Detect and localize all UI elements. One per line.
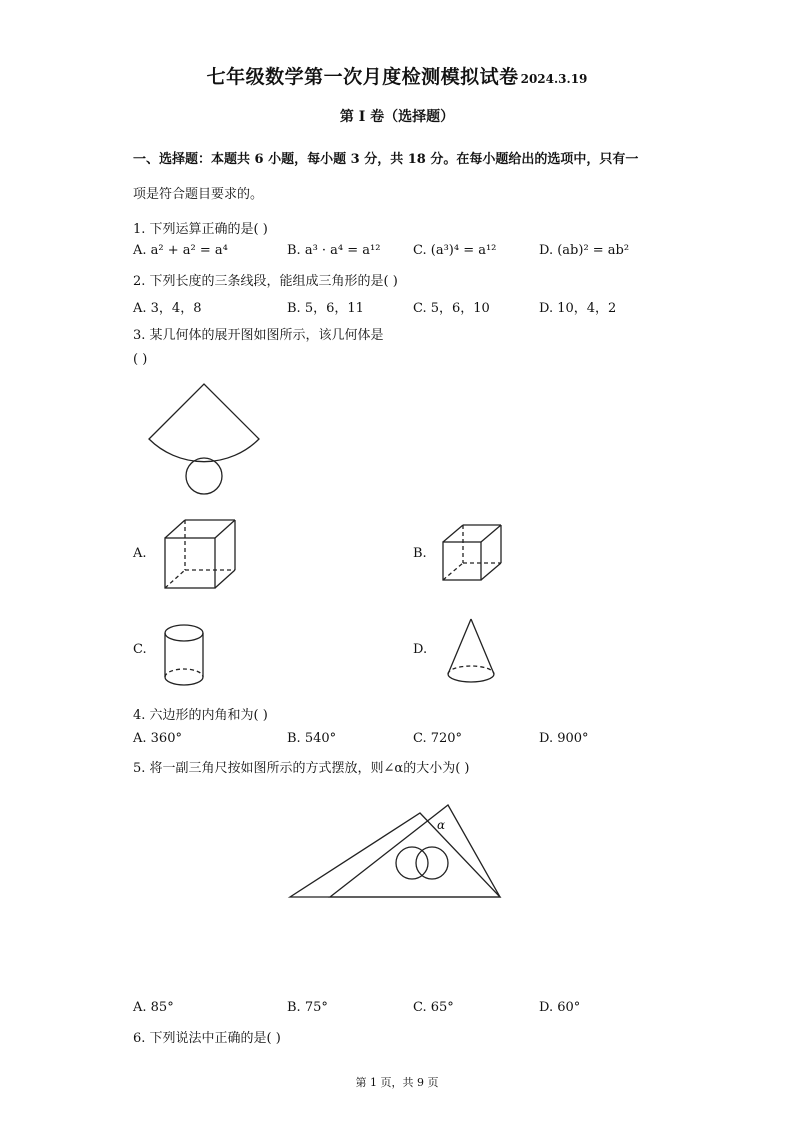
question-3-option-c: C.: [133, 642, 147, 657]
ruler-hole-right: [416, 847, 448, 879]
question-3-stem-bracket: ( ): [133, 352, 148, 367]
question-2-stem: 2. 下列长度的三条线段，能组成三角形的是( ): [133, 274, 398, 289]
question-2-option-b: B. 5，6，11: [287, 301, 364, 316]
question-3-option-d: D.: [413, 642, 428, 657]
question-2-option-a: A. 3，4，8: [133, 301, 202, 316]
cylinder-top: [165, 625, 203, 641]
question-5-option-d: D. 60°: [539, 1000, 581, 1015]
volume-heading: 第 I 卷（选择题）: [339, 109, 455, 125]
cube-figure-a: [162, 518, 242, 590]
ruler-hole-left: [396, 847, 428, 879]
net-sector: [149, 384, 259, 462]
question-2-option-c: C. 5，6，10: [413, 301, 490, 316]
question-5-option-b: B. 75°: [287, 1000, 328, 1015]
prism-front-face: [443, 542, 481, 580]
question-1-option-d: D. (ab)² = ab²: [539, 243, 630, 258]
question-4-option-c: C. 720°: [413, 731, 463, 746]
question-4-stem: 4. 六边形的内角和为( ): [133, 708, 268, 723]
section-instruction-line1: 一、选择题：本题共 6 小题，每小题 3 分，共 18 分。在每小题给出的选项中，只有一: [133, 152, 639, 167]
prism-figure-b: [440, 522, 510, 584]
question-4-option-a: A. 360°: [133, 731, 182, 746]
question-3-option-b: B.: [413, 546, 427, 561]
question-1-option-a: A. a² + a² = a⁴: [133, 243, 228, 258]
question-1-stem: 1. 下列运算正确的是( ): [133, 222, 268, 237]
angle-alpha-label: α: [437, 818, 446, 832]
question-5-option-a: A. 85°: [133, 1000, 174, 1015]
net-figure: [140, 378, 270, 498]
set-squares-figure: [288, 803, 508, 903]
title-text: 七年级数学第一次月度检测模拟试卷: [206, 66, 519, 88]
cylinder-figure-c: [162, 622, 208, 688]
triangle-large: [290, 813, 500, 897]
question-4-option-d: D. 900°: [539, 731, 589, 746]
net-circle: [186, 458, 222, 494]
question-5-option-c: C. 65°: [413, 1000, 454, 1015]
question-3-stem: 3. 某几何体的展开图如图所示，该几何体是: [133, 328, 384, 343]
exam-date: 2024.3.19: [520, 72, 588, 86]
question-6-stem: 6. 下列说法中正确的是( ): [133, 1031, 281, 1046]
question-3-option-a: A.: [133, 546, 147, 561]
question-2-option-d: D. 10，4，2: [539, 301, 617, 316]
section-instruction-line2: 项是符合题目要求的。: [133, 187, 264, 202]
question-1-option-b: B. a³ · a⁴ = a¹²: [287, 243, 381, 258]
question-5-stem: 5. 将一副三角尺按如图所示的方式摆放，则∠α的大小为( ): [133, 761, 470, 776]
question-4-option-b: B. 540°: [287, 731, 337, 746]
page-footer: 第 1 页，共 9 页: [355, 1076, 439, 1089]
triangle-tilted: [330, 805, 500, 897]
question-1-option-c: C. (a³)⁴ = a¹²: [413, 243, 497, 258]
cone-figure-d: [444, 616, 500, 686]
page-title: [0, 62, 794, 89]
